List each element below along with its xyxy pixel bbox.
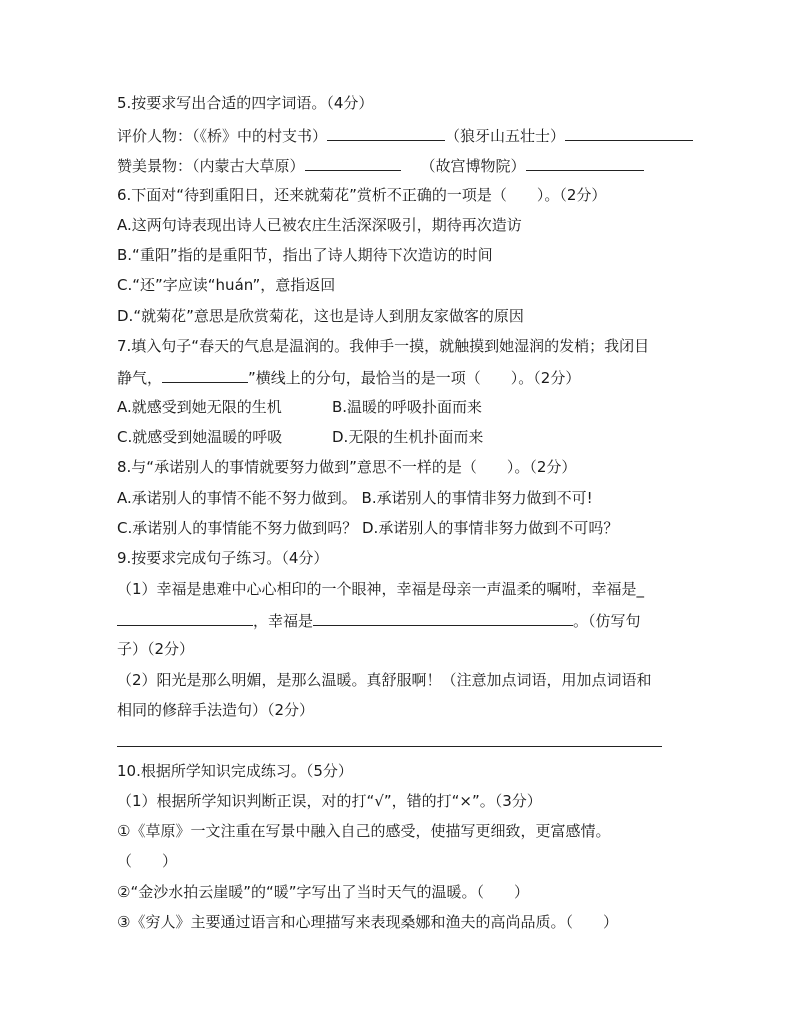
q7-option-a: A.就感受到她无限的生机 [117,398,282,416]
q6-option-d: D.“就菊花”意思是欣赏菊花，这也是诗人到朋友家做客的原因 [117,307,524,325]
q5-line-people [117,124,693,146]
q10-item-3: ③《穷人》主要通过语言和心理描写来表现桑娜和渔夫的高尚品质。（ ） [117,913,618,931]
q6-option-b: B.“重阳”指的是重阳节，指出了诗人期待下次造访的时间 [117,246,493,264]
q7-text-end: ”横线上的分句，最恰当的是一项（ ）。（2分） [248,369,581,387]
q8-options-row-1: A.承诺别人的事情不能不努力做到。 B.承诺别人的事情非努力做到不可! [117,489,593,507]
q5-people-prompt: 评价人物：（《桥》中的村支书） [117,127,328,145]
q9-part1-end: 。（仿写句 [573,612,641,630]
q7-options-row-2 [117,427,483,447]
q9-part2-line-2: 相同的修辞手法造句）（2分） [117,701,315,719]
q5-heading: 5.按要求写出合适的四字词语。（4分） [117,94,374,112]
q8-options-row-2: C.承诺别人的事情能不努力做到吗？ D.承诺别人的事情非努力做到不可吗？ [117,519,619,537]
q10-item-2: ②“金沙水拍云崖暖”的“暖”字写出了当时天气的温暖。（ ） [117,883,530,901]
q7-option-d: D.无限的生机扑面而来 [332,428,484,446]
q9-part1-mid: ，幸福是 [253,612,314,630]
q5-people-prompt-2: （狼牙山五壮士） [445,127,566,145]
q10-item-1-brackets: （ ） [117,852,178,870]
answer-blank[interactable] [305,154,401,171]
q7-option-b: B.温暖的呼吸扑面而来 [332,398,483,416]
q10-part1-instructions: （1）根据所学知识判断正误，对的打“√”，错的打“×”。（3分） [117,792,542,810]
q5-scenery-prompt-2: （故宫博物院） [420,157,526,175]
q9-part1-line-3: 子）（2分） [117,640,195,658]
q5-line-scenery [117,154,644,176]
q7-option-c: C.就感受到她温暖的呼吸 [117,428,283,446]
q6-option-c: C.“还”字应读“huán”，意指返回 [117,276,336,294]
q7-text-start: 静气， [117,369,163,387]
q9-part1-line-2 [117,609,641,631]
answer-blank[interactable] [327,124,445,141]
q10-heading: 10.根据所学知识完成练习。（5分） [117,762,353,780]
q6-option-a: A.这两句诗表现出诗人已被农庄生活深深吸引，期待再次造访 [117,216,522,234]
q9-heading: 9.按要求完成句子练习。（4分） [117,549,329,567]
q8-heading: 8.与“承诺别人的事情就要努力做到”意思不一样的是（ ）。（2分） [117,458,577,476]
q9-part2-line-1: （2）阳光是那么明媚，是那么温暖。真舒服啊！（注意加点词语，用加点词语和 [117,671,652,689]
answer-blank[interactable] [526,154,644,171]
q9-part1-line-1: （1）幸福是患难中心心相印的一个眼神，幸福是母亲一声温柔的嘱咐，幸福是_ [117,580,645,598]
q7-line-2 [117,366,580,388]
q7-heading: 7.填入句子“春天的气息是温润的。我伸手一摸，就触摸到她湿润的发梢；我闭目 [117,337,650,355]
answer-blank[interactable] [313,609,573,626]
answer-blank[interactable] [162,366,248,383]
answer-blank[interactable] [117,609,253,626]
q5-scenery-prompt: 赞美景物：（内蒙古大草原） [117,157,305,175]
answer-line[interactable] [117,746,662,747]
q7-options-row-1 [117,397,482,417]
answer-blank[interactable] [565,124,693,141]
q10-item-1: ①《草原》一文注重在写景中融入自己的感受，使描写更细致，更富感情。 [117,822,611,840]
q6-heading: 6.下面对“待到重阳日，还来就菊花”赏析不正确的一项是（ ）。（2分） [117,186,607,204]
